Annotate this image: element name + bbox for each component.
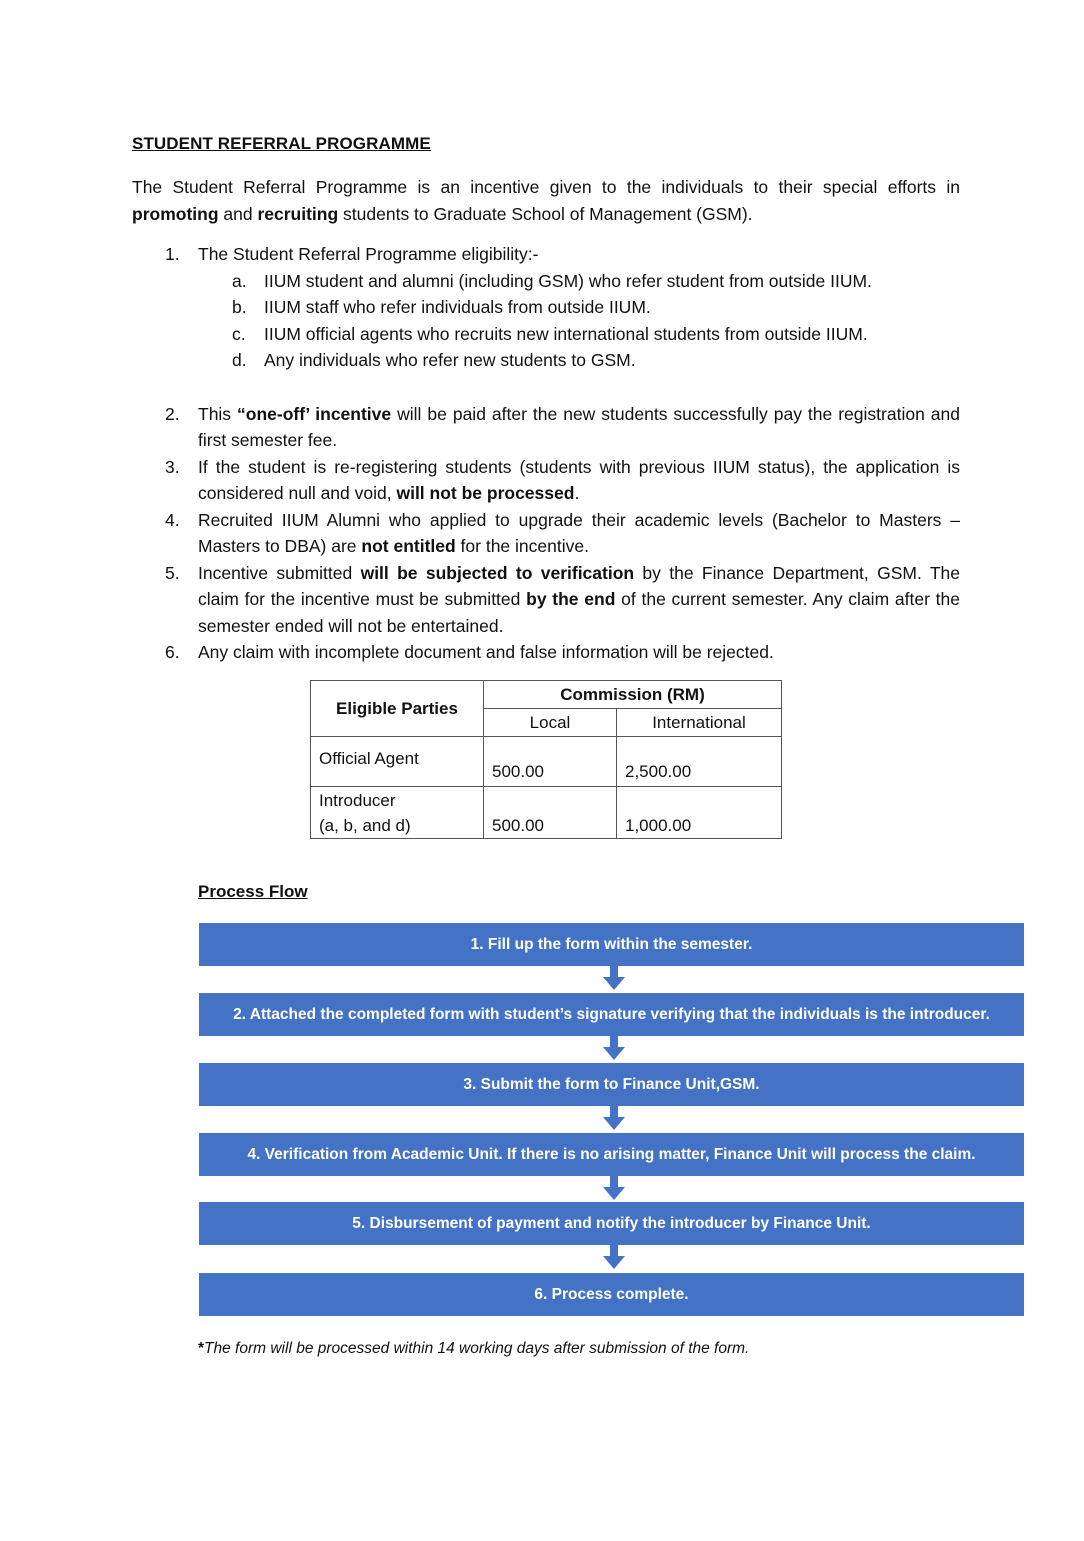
processing-note (198, 1340, 749, 1358)
item-number: 4. (165, 509, 180, 530)
down-arrow-icon (602, 1176, 626, 1200)
item-text: Recruited IIUM Alumni who applied to upgrade their academic levels (Bachelor to Masters – Masters to DBA) are (198, 509, 960, 556)
sub-item-letter: c. (232, 323, 246, 344)
sub-item-d (132, 347, 960, 374)
list-item-4 (132, 507, 960, 560)
item-number: 3. (165, 456, 180, 477)
sub-item-text: IIUM student and alumni (including GSM) who refer student from outside IIUM. (264, 270, 872, 291)
party-detail: (a, b, and d) (319, 815, 411, 835)
item-bold-text: by the end (526, 589, 616, 609)
intro-bold-recruiting: recruiting (257, 204, 339, 224)
table-header-row (311, 681, 782, 709)
header-international: International (617, 709, 782, 737)
sub-item-text: IIUM official agents who recruits new international students from outside IIUM. (264, 323, 868, 344)
item-text: by the Finance Department, GSM. The claim for the incentive must be submitted (198, 562, 960, 609)
item-text: of the current semester. Any claim after the semester ended will not be entertained. (198, 589, 960, 636)
item-text: Incentive submitted (198, 562, 361, 583)
item-text: . (574, 483, 580, 503)
document-title: STUDENT REFERRAL PROGRAMME (132, 134, 431, 153)
down-arrow-icon (602, 1036, 626, 1060)
item-number: 1. (165, 244, 180, 264)
commission-table (310, 680, 782, 839)
list-item-6 (132, 639, 960, 666)
list-item-5 (132, 560, 960, 640)
note-asterisk: * (198, 1340, 205, 1357)
sub-item-a (132, 268, 960, 295)
sub-item-letter: b. (232, 297, 247, 317)
process-flow-title: Process Flow (198, 882, 308, 901)
down-arrow-icon (602, 966, 626, 990)
process-step-2: 2. Attached the completed form with student’s signature verifying that the individuals is the introducer. (199, 993, 1024, 1036)
sub-item-b (132, 294, 960, 321)
sub-item-letter: d. (232, 350, 247, 370)
intro-bold-promoting: promoting (132, 204, 219, 224)
cell-international: 2,500.00 (617, 737, 782, 787)
cell-local: 500.00 (484, 787, 617, 839)
header-local: Local (484, 709, 617, 737)
header-eligible-parties: Eligible Parties (311, 681, 484, 737)
item-text: This (198, 403, 238, 424)
header-commission: Commission (RM) (484, 681, 782, 709)
intro-text: students to Graduate School of Management (GSM). (338, 204, 753, 224)
process-step-5: 5. Disbursement of payment and notify the introducer by Finance Unit. (199, 1202, 1024, 1245)
list-item-1 (132, 241, 960, 268)
item-bold-text: not entitled (361, 536, 456, 556)
cell-local: 500.00 (484, 737, 617, 787)
item-number: 6. (165, 642, 180, 662)
rules-list (132, 241, 960, 666)
table-row (311, 787, 782, 839)
item-text: The Student Referral Programme eligibility:- (198, 244, 539, 264)
table-row (311, 737, 782, 787)
down-arrow-icon (602, 1106, 626, 1130)
item-text: If the student is re-registering students (students with previous IIUM status), the application is considered null and void, (198, 456, 960, 503)
item-number: 5. (165, 562, 180, 583)
item-bold-text: will not be processed (396, 483, 575, 503)
item-text: for the incentive. (455, 536, 589, 556)
process-step-6: 6. Process complete. (199, 1273, 1024, 1316)
party-name: Official Agent (319, 748, 419, 768)
item-bold-text: “one-off’ incentive (237, 403, 392, 424)
list-spacer (132, 374, 960, 401)
intro-text: and (218, 204, 258, 224)
item-number: 2. (165, 403, 180, 424)
intro-paragraph (132, 174, 960, 228)
process-step-4: 4. Verification from Academic Unit. If there is no arising matter, Finance Unit will process the claim. (199, 1133, 1024, 1176)
list-item-3 (132, 454, 960, 507)
down-arrow-icon (602, 1245, 626, 1269)
cell-international: 1,000.00 (617, 787, 782, 839)
process-step-1: 1. Fill up the form within the semester. (199, 923, 1024, 966)
cell-party (311, 737, 484, 787)
sub-item-text: Any individuals who refer new students to GSM. (264, 350, 636, 370)
item-text: Any claim with incomplete document and false information will be rejected. (198, 642, 774, 662)
process-step-3: 3. Submit the form to Finance Unit,GSM. (199, 1063, 1024, 1106)
intro-text: The Student Referral Programme is an incentive given to the individuals to their special efforts in (132, 177, 960, 197)
party-name: Introducer (319, 790, 396, 810)
item-text: will be paid after the new students successfully pay the registration and first semester fee. (198, 403, 960, 450)
note-text: The form will be processed within 14 working days after submission of the form. (204, 1340, 750, 1357)
sub-item-letter: a. (232, 270, 247, 291)
sub-item-c (132, 321, 960, 348)
list-item-2 (132, 401, 960, 454)
cell-party (311, 787, 484, 839)
item-bold-text: will be subjected to verification (360, 562, 635, 583)
sub-item-text: IIUM staff who refer individuals from outside IIUM. (264, 297, 651, 317)
